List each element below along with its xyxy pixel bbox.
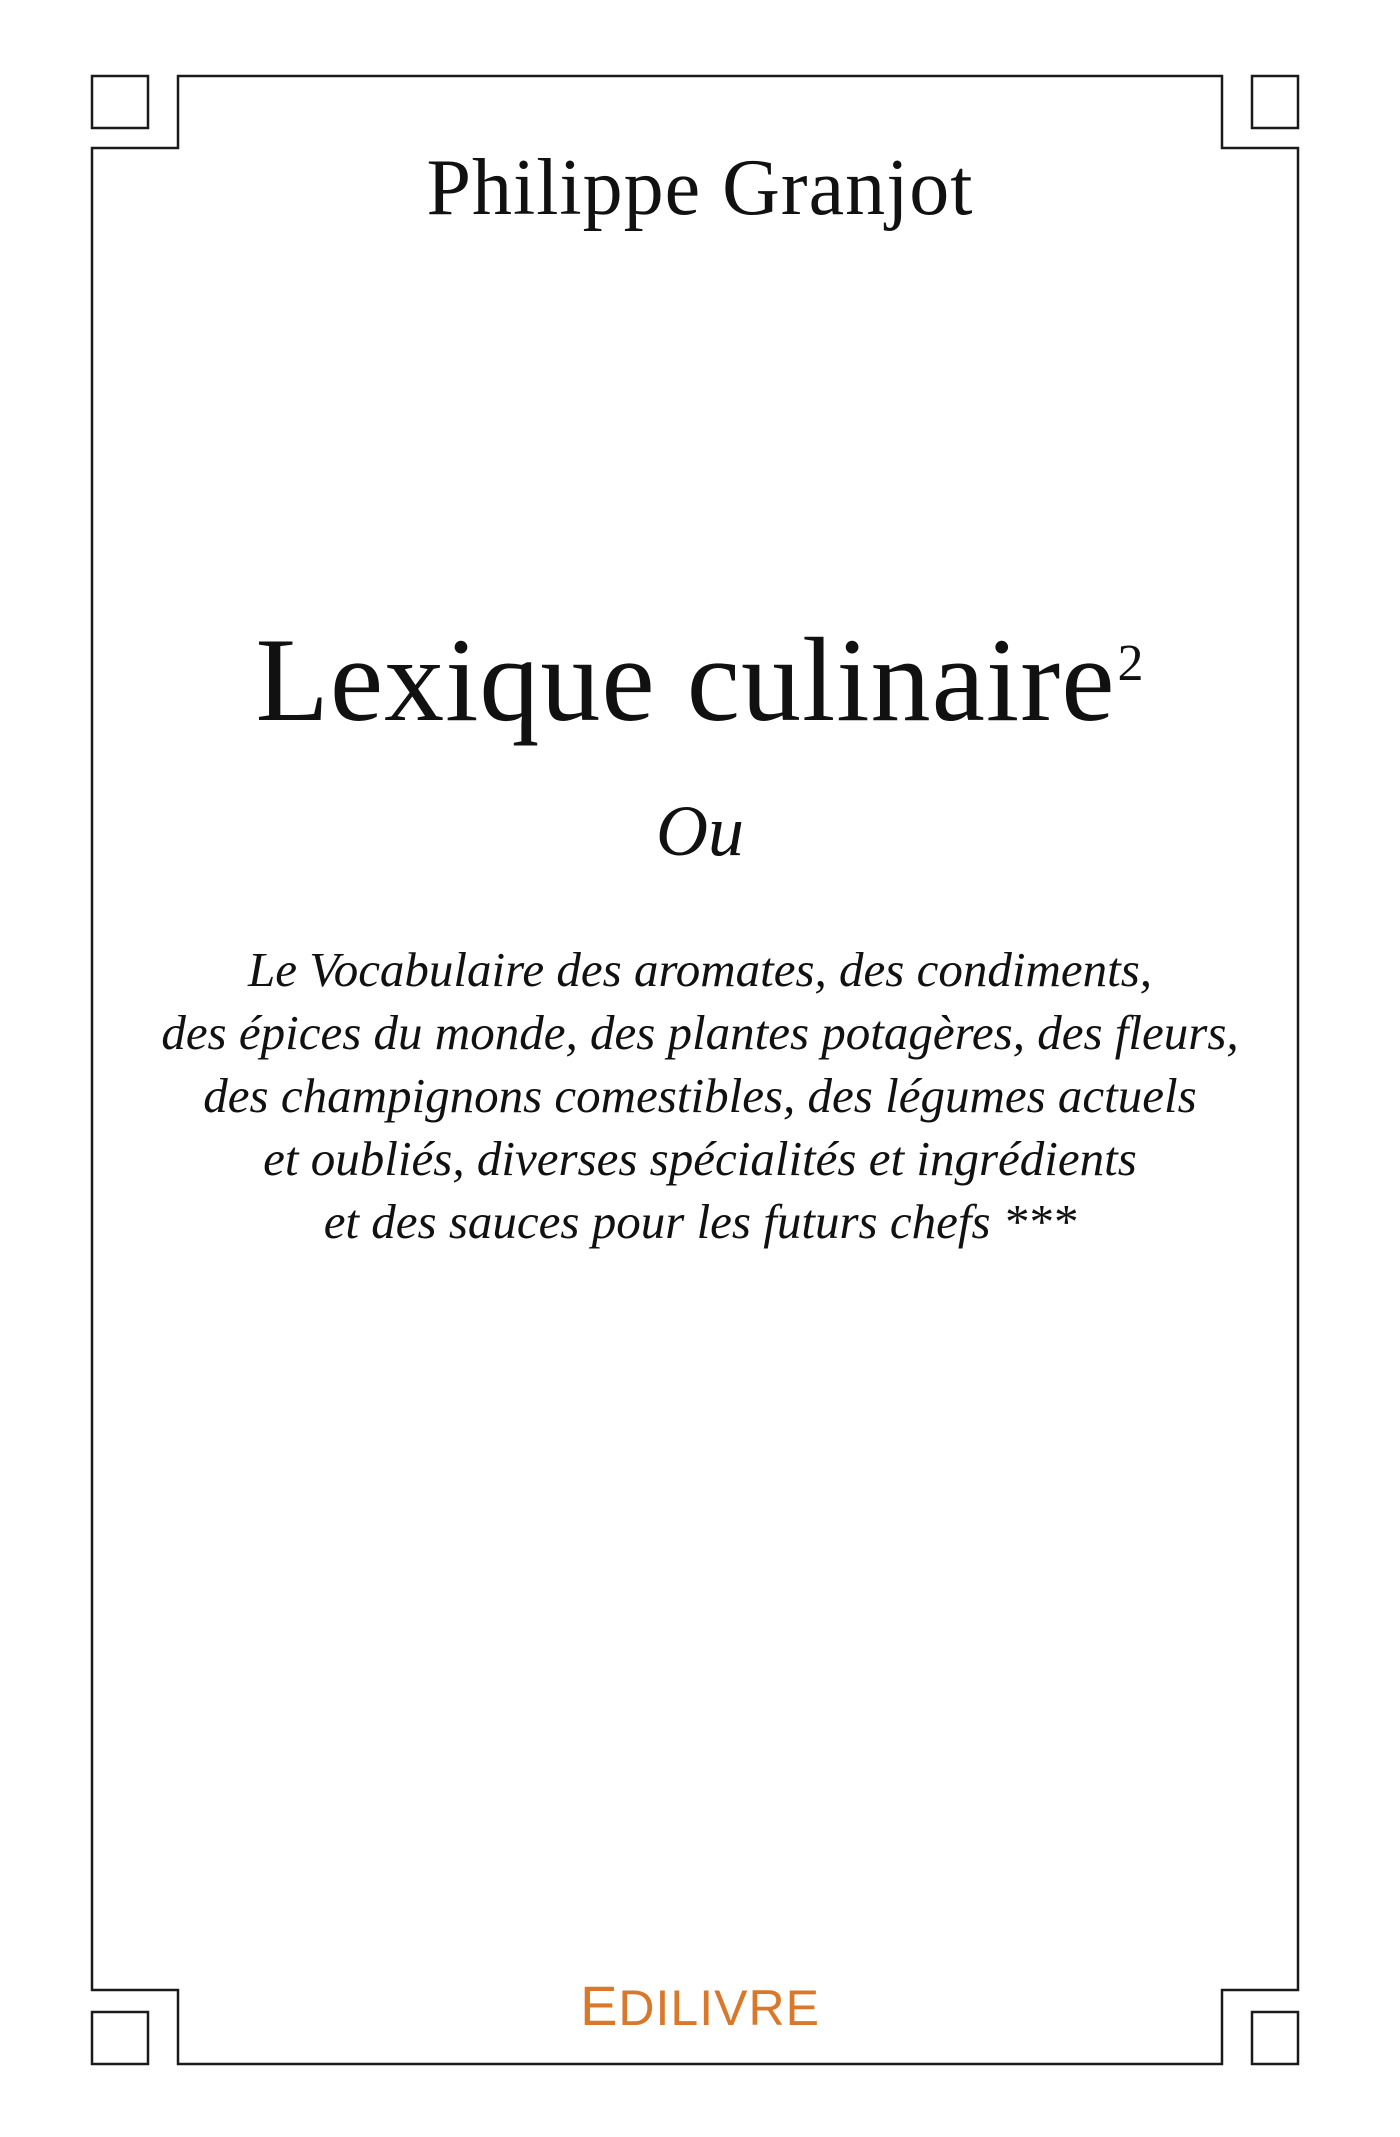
book-title-superscript: 2 xyxy=(1117,635,1145,692)
subtitle-line: et oubliés, diverses spécialités et ingrédients xyxy=(263,1131,1137,1186)
publisher-logo xyxy=(0,1974,1400,2037)
frame-corner-top-right xyxy=(1252,76,1298,128)
frame-corner-top-left xyxy=(92,76,148,128)
book-subtitle xyxy=(100,938,1300,1253)
publisher-rest: DILIVRE xyxy=(618,1980,820,2036)
title-connector: Ou xyxy=(656,791,744,871)
author-name: Philippe Granjot xyxy=(426,144,974,232)
publisher-initial: E xyxy=(580,1974,619,2037)
subtitle-line: des champignons comestibles, des légumes actuels xyxy=(203,1068,1197,1123)
subtitle-line: et des sauces pour les futurs chefs *** xyxy=(323,1194,1077,1249)
subtitle-line: des épices du monde, des plantes potagères, des fleurs, xyxy=(161,1005,1239,1060)
subtitle-line: Le Vocabulaire des aromates, des condiments, xyxy=(247,942,1153,997)
book-title xyxy=(0,613,1400,746)
book-title-text: Lexique culinaire xyxy=(255,613,1116,746)
